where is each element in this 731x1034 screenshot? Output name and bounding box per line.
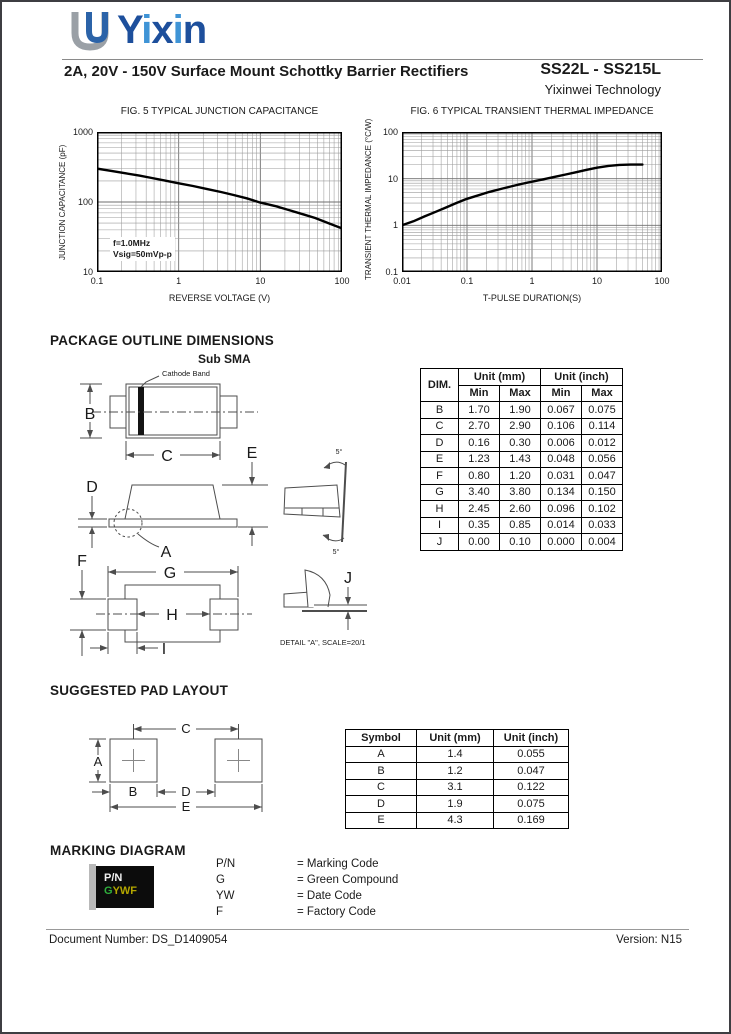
- y-tick-label: 100: [382, 127, 398, 137]
- footer-divider: [46, 929, 689, 930]
- table-cell: 0.85: [500, 517, 541, 534]
- package-dimensions-table: [420, 368, 623, 551]
- dim-label-a: A: [160, 544, 172, 560]
- table-row: [421, 501, 623, 518]
- table-cell: 1.9: [417, 796, 494, 813]
- pad-dim-label-d: D: [181, 784, 191, 799]
- table-cell: 0.106: [541, 418, 582, 435]
- marking-code-line: [104, 885, 154, 898]
- fig5-junction-capacitance-chart: [48, 106, 382, 318]
- table-cell: 4.3: [417, 812, 494, 829]
- table-cell: 0.067: [541, 402, 582, 419]
- table-cell: 0.102: [582, 501, 623, 518]
- table-cell: D: [421, 435, 459, 452]
- table-cell: 0.122: [494, 779, 569, 796]
- fig6-x-axis-label: T-PULSE DURATION(S): [482, 293, 582, 303]
- legend-desc: = Marking Code: [297, 858, 379, 870]
- dim-label-b: B: [84, 406, 96, 423]
- table-cell: 0.004: [582, 534, 623, 551]
- y-tick-label: 0.1: [385, 267, 398, 277]
- x-tick-label: 1: [529, 276, 535, 286]
- table-cell: 0.006: [541, 435, 582, 452]
- table-cell: 0.134: [541, 484, 582, 501]
- x-tick-label: 100: [334, 276, 350, 286]
- dim-label-g: G: [163, 565, 177, 582]
- marking-code-g: G: [104, 885, 113, 897]
- table-header-row: [421, 369, 623, 386]
- package-subtitle: Sub SMA: [198, 352, 251, 366]
- pad-dim-label-a: A: [93, 754, 103, 769]
- footer-document-number: Document Number: DS_D1409054: [49, 934, 228, 946]
- x-tick-label: 1: [176, 276, 182, 286]
- table-cell: 0.047: [582, 468, 623, 485]
- page-title: 2A, 20V - 150V Surface Mount Schottky Barrier Rectifiers: [64, 63, 469, 80]
- fig5-y-axis-label: JUNCTION CAPACITANCE (pF): [58, 144, 67, 260]
- x-tick-label: 0.1: [460, 276, 474, 286]
- fig6-title: FIG. 6 TYPICAL TRANSIENT THERMAL IMPEDANCE: [410, 106, 654, 117]
- table-cell: 0.114: [582, 418, 623, 435]
- table-row: [346, 812, 569, 829]
- cathode-band-label: Cathode Band: [162, 369, 210, 378]
- fig5-test-conditions: [110, 237, 175, 261]
- table-cell: 1.43: [500, 451, 541, 468]
- table-cell: B: [421, 402, 459, 419]
- legend-code: F: [216, 906, 224, 918]
- x-tick-label: 0.1: [90, 276, 104, 286]
- header-mm-min: Min: [459, 385, 500, 402]
- dim-label-i: I: [161, 641, 167, 658]
- table-cell: C: [346, 779, 417, 796]
- table-header-row: [346, 730, 569, 747]
- legend-row: [216, 874, 398, 890]
- fig5-condition-frequency: f=1.0MHz: [113, 238, 151, 248]
- table-cell: 1.20: [500, 468, 541, 485]
- table-cell: 1.2: [417, 763, 494, 780]
- fig5-title: FIG. 5 TYPICAL JUNCTION CAPACITANCE: [120, 106, 319, 117]
- table-cell: G: [421, 484, 459, 501]
- table-cell: 0.80: [459, 468, 500, 485]
- table-row: [421, 517, 623, 534]
- logo-text: Yixin: [117, 8, 207, 52]
- table-cell: I: [421, 517, 459, 534]
- legend-code: YW: [216, 890, 235, 902]
- dim-label-c: C: [161, 448, 173, 465]
- marking-chip: [89, 864, 154, 910]
- legend-desc: = Date Code: [297, 890, 362, 902]
- fig6-y-axis-label: TRANSIENT THERMAL IMPEDANCE (°C/W): [364, 118, 373, 280]
- detail-a-label: DETAIL "A", SCALE=20/1: [280, 638, 366, 647]
- header-dim: DIM.: [421, 369, 459, 402]
- y-tick-label: 1: [392, 220, 398, 231]
- y-tick-label: 1000: [72, 127, 93, 137]
- table-cell: 0.169: [494, 812, 569, 829]
- table-row: [421, 451, 623, 468]
- legend-row: [216, 858, 398, 874]
- table-cell: B: [346, 763, 417, 780]
- table-cell: 2.45: [459, 501, 500, 518]
- header-symbol: Symbol: [346, 730, 417, 747]
- table-cell: 0.075: [582, 402, 623, 419]
- company-name: Yixinwei Technology: [544, 82, 661, 97]
- table-cell: 0.10: [500, 534, 541, 551]
- header-inch: Unit (inch): [494, 730, 569, 747]
- table-cell: 0.16: [459, 435, 500, 452]
- table-cell: 3.80: [500, 484, 541, 501]
- table-cell: 0.096: [541, 501, 582, 518]
- header-inch-max: Max: [582, 385, 623, 402]
- marking-code-ywf: YWF: [112, 885, 138, 897]
- header-unit-inch: Unit (inch): [541, 369, 623, 386]
- logo-u-icon: [68, 8, 114, 54]
- table-cell: 0.075: [494, 796, 569, 813]
- table-cell: D: [346, 796, 417, 813]
- legend-row: [216, 906, 398, 922]
- fig5-x-axis-label: REVERSE VOLTAGE (V): [168, 293, 271, 303]
- header-mm-max: Max: [500, 385, 541, 402]
- table-cell: 0.048: [541, 451, 582, 468]
- table-row: [421, 484, 623, 501]
- package-bottom-view-drawing: [62, 550, 372, 668]
- header-inch-min: Min: [541, 385, 582, 402]
- dim-label-j: J: [344, 570, 352, 587]
- footer-version: Version: N15: [616, 934, 682, 946]
- table-cell: 1.90: [500, 402, 541, 419]
- pad-layout-heading: SUGGESTED PAD LAYOUT: [50, 683, 229, 698]
- legend-code: P/N: [216, 858, 236, 870]
- dim-label-f: F: [77, 553, 87, 570]
- dim-label-d: D: [86, 479, 98, 496]
- table-cell: E: [346, 812, 417, 829]
- table-cell: 0.031: [541, 468, 582, 485]
- legend-desc: = Factory Code: [297, 906, 376, 918]
- table-cell: 3.40: [459, 484, 500, 501]
- table-cell: 2.60: [500, 501, 541, 518]
- table-row: [346, 763, 569, 780]
- x-tick-label: 10: [255, 276, 266, 286]
- header-unit-mm: Unit (mm): [459, 369, 541, 386]
- x-tick-label: 100: [654, 276, 670, 286]
- table-row: [346, 796, 569, 813]
- table-cell: 0.055: [494, 746, 569, 763]
- marking-heading: MARKING DIAGRAM: [50, 843, 186, 858]
- table-cell: 0.056: [582, 451, 623, 468]
- y-tick-label: 10: [387, 173, 398, 184]
- angle-label-bottom: 5°: [332, 549, 340, 556]
- x-tick-label: 0.01: [393, 276, 411, 286]
- legend-desc: = Green Compound: [297, 874, 399, 886]
- table-cell: F: [421, 468, 459, 485]
- pad-dim-label-c: C: [181, 721, 191, 736]
- part-number: SS22L - SS215L: [540, 61, 661, 78]
- table-row: [421, 468, 623, 485]
- table-cell: 1.70: [459, 402, 500, 419]
- marking-chip-band: [89, 864, 96, 910]
- table-cell: 0.30: [500, 435, 541, 452]
- dim-label-h: H: [166, 607, 178, 624]
- table-cell: 1.23: [459, 451, 500, 468]
- table-row: [346, 779, 569, 796]
- fig6-plot-area: [402, 132, 662, 272]
- table-cell: 0.033: [582, 517, 623, 534]
- table-cell: 0.047: [494, 763, 569, 780]
- table-row: [346, 746, 569, 763]
- marking-pn-text: P/N: [104, 872, 123, 884]
- pad-dim-label-e: E: [181, 799, 191, 814]
- table-cell: E: [421, 451, 459, 468]
- pad-dim-label-b: B: [128, 784, 138, 799]
- package-outline-heading: PACKAGE OUTLINE DIMENSIONS: [50, 333, 274, 348]
- y-tick-label: 100: [77, 197, 93, 207]
- table-cell: J: [421, 534, 459, 551]
- x-tick-label: 10: [591, 276, 603, 286]
- table-cell: 1.4: [417, 746, 494, 763]
- table-cell: 0.150: [582, 484, 623, 501]
- angle-label-top: 5°: [335, 449, 343, 456]
- table-cell: 0.35: [459, 517, 500, 534]
- package-side-view-drawing: [62, 442, 372, 560]
- fig5-condition-vsig: Vsig=50mVp-p: [113, 249, 172, 259]
- fig6-thermal-impedance-chart: [360, 106, 690, 318]
- table-cell: 0.012: [582, 435, 623, 452]
- marking-legend: [216, 858, 398, 922]
- legend-row: [216, 890, 398, 906]
- table-cell: 2.90: [500, 418, 541, 435]
- header-divider: [62, 59, 703, 60]
- table-row: [421, 402, 623, 419]
- table-row: [421, 534, 623, 551]
- dim-label-e: E: [246, 445, 258, 462]
- logo: [68, 8, 206, 54]
- table-cell: C: [421, 418, 459, 435]
- pad-layout-drawing: [62, 702, 352, 820]
- pad-layout-table: [345, 729, 569, 829]
- header-mm: Unit (mm): [417, 730, 494, 747]
- table-cell: H: [421, 501, 459, 518]
- table-cell: A: [346, 746, 417, 763]
- table-row: [421, 418, 623, 435]
- y-tick-label: 10: [82, 267, 93, 277]
- marking-chip-body: [96, 866, 154, 908]
- table-cell: 0.000: [541, 534, 582, 551]
- table-cell: 0.00: [459, 534, 500, 551]
- table-cell: 2.70: [459, 418, 500, 435]
- legend-code: G: [216, 874, 225, 886]
- table-row: [421, 435, 623, 452]
- table-cell: 3.1: [417, 779, 494, 796]
- table-cell: 0.014: [541, 517, 582, 534]
